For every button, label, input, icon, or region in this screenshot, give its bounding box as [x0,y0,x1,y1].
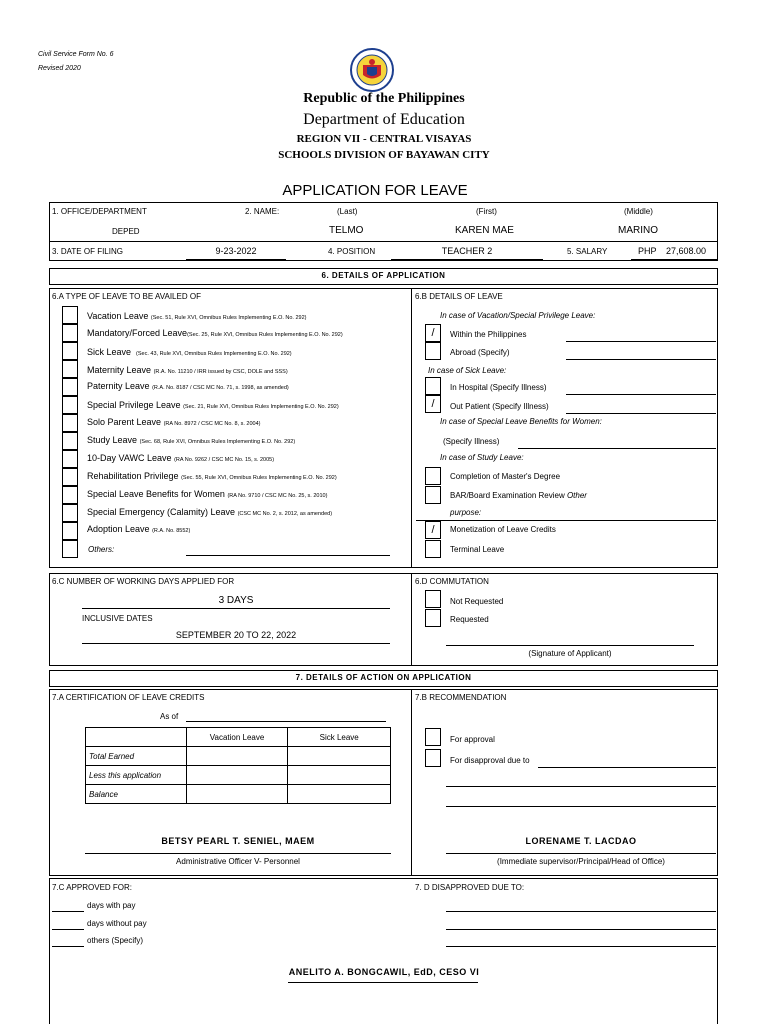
salary-label: 5. SALARY [567,247,608,256]
officer-name: BETSY PEARL T. SENIEL, MAEM [161,836,315,846]
out-patient-label: Out Patient (Specify Illness) [450,402,549,411]
division-heading: SCHOOLS DIVISION OF BAYAWAN CITY [278,149,490,161]
total-earned-vacation-cell[interactable] [186,747,288,766]
abroad-checkbox[interactable] [425,342,441,360]
leave-type-rehabilitation: Rehabilitation Privilege (Sec. 55, Rule XVI, Omnibus Rules Implementing E.O. No. 292) [87,471,337,481]
leave-type-calamity: Special Emergency (Calamity) Leave (CSC MC No. 2, s. 2012, as amended) [87,507,333,517]
requested-checkbox[interactable] [425,609,441,627]
monetization-checkbox[interactable]: / [425,521,441,539]
special-privilege-leave-checkbox[interactable] [62,396,78,414]
table-row [86,785,391,804]
col-vacation-leave: Vacation Leave [186,728,288,747]
terminal-leave-label: Terminal Leave [450,545,505,554]
section7a-title: 7.A CERTIFICATION OF LEAVE CREDITS [52,693,205,702]
leave-type-adoption: Adoption Leave (R.A. No. 8552) [87,524,191,534]
abroad-label: Abroad (Specify) [450,348,510,357]
salary-value[interactable]: 27,608.00 [666,246,707,256]
form-revision: Revised 2020 [38,65,81,72]
section7c-title: 7.C APPROVED FOR: [52,883,133,892]
name-label: 2. NAME: [245,207,280,216]
days-with-pay-label: days with pay [87,901,136,910]
masters-label: Completion of Master's Degree [450,472,561,481]
last-name-label: (Last) [337,207,358,216]
solo-parent-leave-checkbox[interactable] [62,414,78,432]
for-disapproval-label: For disapproval due to [450,756,530,765]
row-total-earned: Total Earned [86,747,187,766]
leave-type-maternity: Maternity Leave (R.A. No. 11210 / IRR issued by CSC, DOLE and SSS) [87,365,288,375]
less-application-vacation-cell[interactable] [186,766,288,785]
study-heading: In case of Study Leave: [440,453,524,462]
salary-currency: PHP [638,246,657,256]
section6a-title: 6.A TYPE OF LEAVE TO BE AVAILED OF [52,292,201,301]
date-filing-label: 3. DATE OF FILING [52,247,123,256]
special-leave-women-checkbox[interactable] [62,486,78,504]
leave-type-vacation: Vacation Leave (Sec. 51, Rule XVI, Omnibus Rules Implementing E.O. No. 292) [87,311,307,321]
study-leave-checkbox[interactable] [62,432,78,450]
adoption-leave-checkbox[interactable] [62,522,78,540]
col-sick-leave: Sick Leave [288,728,391,747]
paternity-leave-checkbox[interactable] [62,378,78,396]
first-name-label: (First) [476,207,497,216]
republic-heading: Republic of the Philippines [303,91,465,106]
leave-type-solo-parent: Solo Parent Leave (RA No. 8972 / CSC MC No. 8, s. 2004) [87,417,261,427]
vacation-heading: In case of Vacation/Special Privilege Leave: [440,311,596,320]
sick-leave-checkbox[interactable] [62,342,78,360]
days-applied-value[interactable]: 3 DAYS [218,595,254,606]
office-label: 1. OFFICE/DEPARTMENT [52,207,147,216]
officer-title: Administrative Officer V- Personnel [176,857,300,866]
position-label: 4. POSITION [328,247,376,256]
leave-type-study: Study Leave (Sec. 68, Rule XVI, Omnibus Rules Implementing E.O. No. 292) [87,435,296,445]
out-patient-checkbox[interactable]: / [425,395,441,413]
monetization-label: Monetization of Leave Credits [450,525,556,534]
section6d-title: 6.D COMMUTATION [415,577,489,586]
within-ph-label: Within the Philippines [450,330,527,339]
vacation-leave-checkbox[interactable] [62,306,78,324]
as-of-label: As of [160,712,179,721]
for-disapproval-checkbox[interactable] [425,749,441,767]
table-row [86,766,391,785]
leave-type-paternity: Paternity Leave (R.A. No. 8187 / CSC MC No. 71, s. 1998, as amended) [87,381,289,391]
section6b-title: 6.B DETAILS OF LEAVE [415,292,503,301]
women-heading: In case of Special Leave Benefits for Women: [440,417,602,426]
inclusive-dates-label: INCLUSIVE DATES [82,614,153,623]
other-purpose-label: purpose: [450,508,482,517]
leave-type-vawc: 10-Day VAWC Leave (RA No. 9262 / CSC MC No. 15, s. 2005) [87,453,275,463]
middle-name-value[interactable]: MARINO [618,225,658,236]
terminal-leave-checkbox[interactable] [425,540,441,558]
leave-credits-table [85,727,391,804]
position-value[interactable]: TEACHER 2 [441,246,493,256]
section7b-title: 7.B RECOMMENDATION [415,693,507,702]
for-approval-checkbox[interactable] [425,728,441,746]
form-number: Civil Service Form No. 6 [38,51,114,58]
bar-exam-label: BAR/Board Examination Review Other [450,491,587,500]
first-name-value[interactable]: KAREN MAE [455,225,514,236]
bar-exam-checkbox[interactable] [425,486,441,504]
days-without-pay-label: days without pay [87,919,147,928]
for-approval-label: For approval [450,735,495,744]
supervisor-title: (Immediate supervisor/Principal/Head of Office) [497,857,665,866]
last-name-value[interactable]: TELMO [329,225,364,236]
total-earned-sick-cell[interactable] [288,747,391,766]
calamity-leave-checkbox[interactable] [62,504,78,522]
less-application-sick-cell[interactable] [288,766,391,785]
within-ph-checkbox[interactable]: / [425,324,441,342]
vawc-leave-checkbox[interactable] [62,450,78,468]
maternity-leave-checkbox[interactable] [62,360,78,378]
leave-type-sick: Sick Leave (Sec. 43, Rule XVI, Omnibus Rules Implementing E.O. No. 292) [87,347,292,357]
section7-title: 7. DETAILS OF ACTION ON APPLICATION [295,673,472,682]
supervisor-name: LORENAME T. LACDAO [525,836,637,846]
middle-name-label: (Middle) [624,207,653,216]
not-requested-checkbox[interactable] [425,590,441,608]
inclusive-dates-value[interactable]: SEPTEMBER 20 TO 22, 2022 [175,630,297,640]
row-balance: Balance [86,785,187,804]
masters-checkbox[interactable] [425,467,441,485]
section6-title: 6. DETAILS OF APPLICATION [321,271,446,280]
in-hospital-checkbox[interactable] [425,377,441,395]
region-heading: REGION VII - CENTRAL VISAYAS [296,133,472,145]
office-value: DEPED [112,227,140,236]
department-heading: Department of Education [303,111,465,128]
mandatory-leave-checkbox[interactable] [62,324,78,342]
not-requested-label: Not Requested [450,597,504,606]
deped-seal-icon [350,48,394,92]
specify-illness-label: (Specify Illness) [443,437,500,446]
requested-label: Requested [450,615,489,624]
others-specify-label: others (Specify) [87,936,144,945]
others-leave-checkbox[interactable] [62,540,78,558]
leave-type-special-privilege: Special Privilege Leave (Sec. 21, Rule XVI, Omnibus Rules Implementing E.O. No. 292) [87,400,339,410]
sick-heading: In case of Sick Leave: [428,366,507,375]
form-title: APPLICATION FOR LEAVE [282,182,468,199]
final-signatory-name: ANELITO A. BONGCAWIL, EdD, CESO VI [288,967,480,977]
balance-vacation-cell[interactable] [186,785,288,804]
row-less-application: Less this application [86,766,187,785]
signature-applicant-label: (Signature of Applicant) [528,649,612,658]
rehabilitation-privilege-checkbox[interactable] [62,468,78,486]
in-hospital-label: In Hospital (Specify Illness) [450,383,547,392]
balance-sick-cell[interactable] [288,785,391,804]
others-label: Others: [88,545,115,554]
leave-type-mandatory: Mandatory/Forced Leave(Sec. 25, Rule XVI, Omnibus Rules Implementing E.O. No. 292) [87,328,343,338]
section7cd-box [49,878,718,1024]
section6c-title: 6.C NUMBER OF WORKING DAYS APPLIED FOR [52,577,235,586]
table-row [86,747,391,766]
leave-type-women: Special Leave Benefits for Women (RA No. 9710 / CSC MC No. 25, s. 2010) [87,489,328,499]
section7d-title: 7. D DISAPPROVED DUE TO: [415,883,525,892]
date-filing-value[interactable]: 9-23-2022 [215,246,257,256]
